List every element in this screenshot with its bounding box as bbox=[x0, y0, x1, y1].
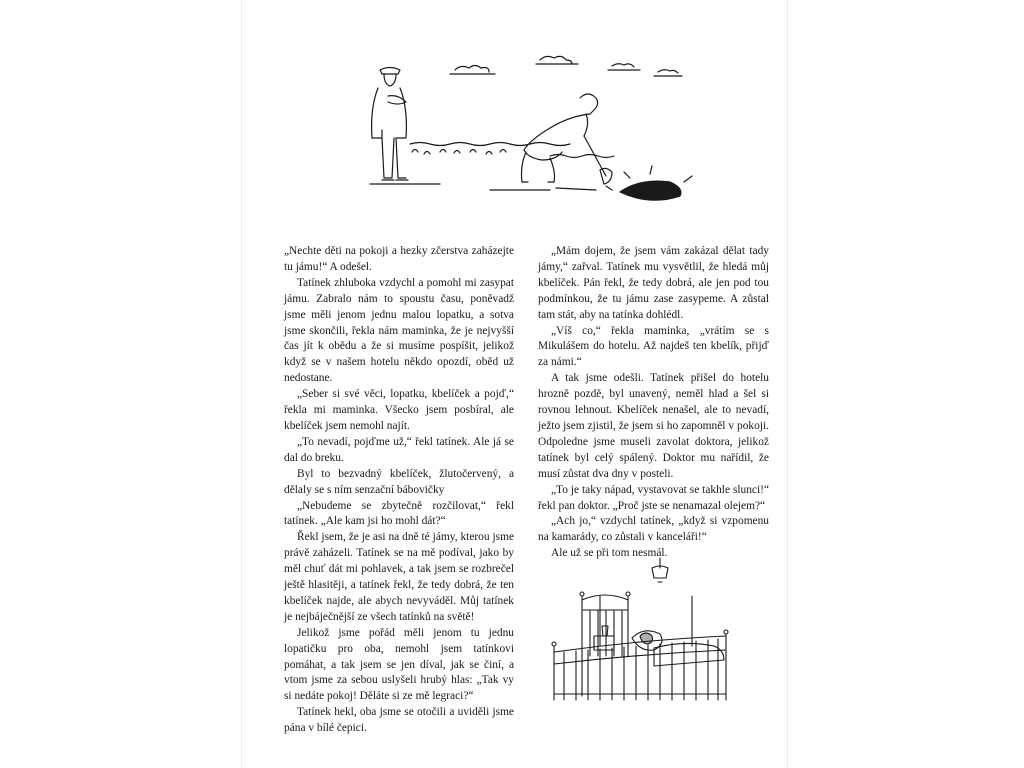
paragraph: „Seber si své věci, lopatku, kbelíček a pojď,“ řekla mi maminka. Všecko jsem posbíral, ale kbelíček jsem nemohl najít. bbox=[284, 388, 514, 432]
paragraph: Tatínek zhluboka vzdychl a pomohl mi zasypat jámu. Zabralo nám to spoustu času, poněvadž jsme měli jenom jednu malou lopatku, a sotva jsme skončili, řekla nám maminka, že je nejvyšší čas jít k obědu a že si musíme pospíšit, jelikož když se v našem hotelu někdo opozdí, oběd už nedostane. bbox=[284, 276, 514, 385]
left-text-column bbox=[284, 244, 514, 737]
paragraph: A tak jsme odešli. Tatínek přišel do hotelu hrozně pozdě, byl unavený, neměl hlad a šel si rovnou lehnout. Kbelíček nenašel, ale to nevadí, ježto jsem zjistil, že jsem si ho zapomněl v pokoji. Odpoledne jsme museli zavolat doktora, jelikož tatínek byl celý spálený. Doktor mu nařídil, že musí zůstat dva dny v posteli. bbox=[538, 372, 769, 480]
right-text-column bbox=[538, 244, 769, 562]
paragraph: Řekl jsem, že je asi na dně té jámy, kterou jsme právě zaházeli. Tatínek se na mě podíval, jako by měl chuť dát mi pohlavek, a tak jsem se rozbrečel ještě hlasitěji, a tatínek řekl, že tedy dobrá, že ten kbelíček najde, ale abych nevyváděl. Můj tatínek je nejbáječnější ze všech tatínků na světě! bbox=[284, 531, 514, 623]
paragraph: „Nebudeme se zbytečně rozčilovat,“ řekl tatínek. „Ale kam jsi ho mohl dát?“ bbox=[284, 499, 514, 528]
paragraph: „Víš co,“ řekla maminka, „vrátím se s Mikulášem do hotelu. Až najdeš ten kbelík, přijď za námi.“ bbox=[538, 324, 769, 369]
paragraph: „To je taky nápad, vystavovat se takhle slunci!“ řekl pan doktor. „Proč jste se nenamazal olejem?“ bbox=[538, 483, 769, 512]
sick-bed-drawing bbox=[542, 556, 742, 706]
paragraph: Jelikož jsme pořád měli jenom tu jednu lopatičku pro oba, nemohl jsem tatínkovi pomáhat, a tak jsem se jen díval, jak se činí, a vtom jsme za sebou uslyšeli hrubý hlas: „Tak vy si nedáte pokoj! Děláte si ze mě legraci?“ bbox=[284, 626, 514, 703]
paragraph: „Ach jo,“ vzdychl tatínek, „když si vzpomenu na kamarády, co zůstali v kanceláři!“ bbox=[538, 515, 769, 544]
paragraph: „Mám dojem, že jsem vám zakázal dělat tady jámy,“ zařval. Tatínek mu vysvětlil, že hledá můj kbelíček. Pán řekl, že tedy dobrá, ale jen pod tou podmínkou, že tu jámu zase zasypeme. A zůstal tam stát, aby na tatínka dohlédl. bbox=[538, 245, 769, 321]
beach-digging-drawing bbox=[350, 52, 720, 232]
paragraph: Ale už se při tom nesmál. bbox=[551, 547, 668, 560]
beach-digging-illustration bbox=[350, 52, 720, 232]
paragraph: „Nechte děti na pokoji a hezky zčerstva zaházejte tu jámu!“ A odešel. bbox=[284, 245, 514, 273]
paragraph: Byl to bezvadný kbelíček, žlutočervený, a dělaly se s ním senzační bábovičky bbox=[284, 467, 514, 496]
paragraph: „To nevadí, pojďme už,“ řekl tatínek. Ale já se dal do breku. bbox=[284, 435, 514, 464]
sick-bed-illustration bbox=[542, 556, 742, 706]
paragraph: Tatínek hekl, oba jsme se otočili a uviděli jsme pána v bílé čepici. bbox=[284, 706, 514, 735]
